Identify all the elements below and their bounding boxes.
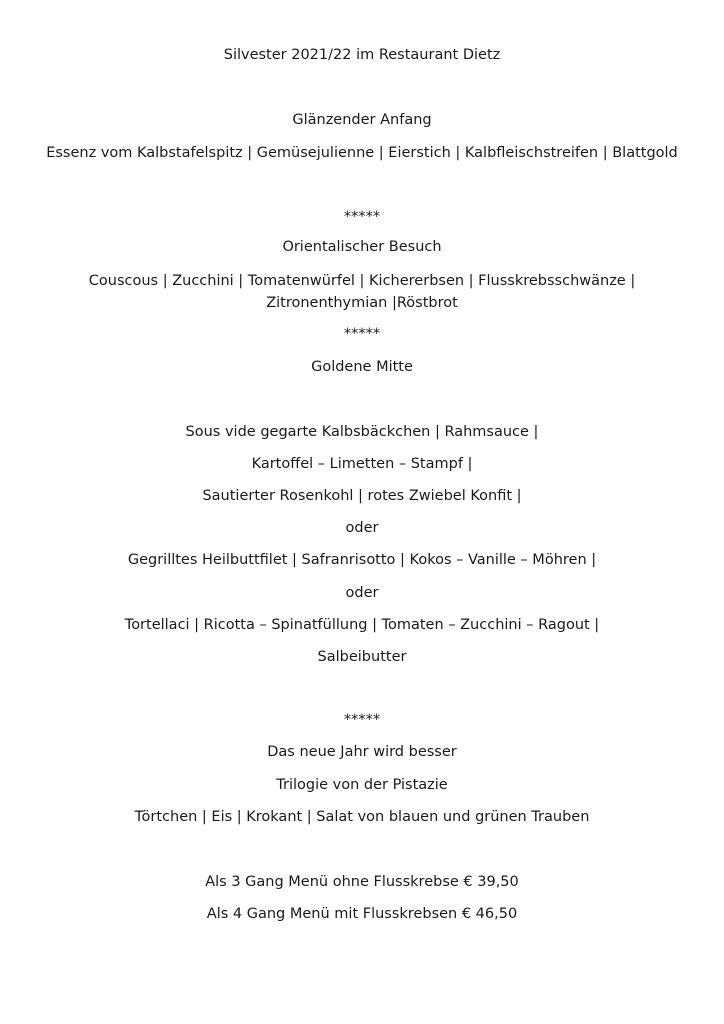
course3-option1-line2: Kartoffel – Limetten – Stampf |: [251, 456, 473, 472]
course3-option1-line3: Sautierter Rosenkohl | rotes Zwiebel Konfit |: [202, 488, 522, 504]
or-label: oder: [345, 585, 379, 601]
course3-heading: Goldene Mitte: [311, 359, 413, 375]
or-label: oder: [345, 520, 379, 536]
course2-dish-line1: Couscous | Zucchini | Tomatenwürfel | Kichererbsen | Flusskrebsschwänze |: [88, 273, 636, 289]
course3-option1-line1: Sous vide gegarte Kalbsbäckchen | Rahmsauce |: [185, 424, 539, 440]
course3-option2-line1: Gegrilltes Heilbuttfilet | Safranrisotto | Kokos – Vanille – Möhren |: [127, 552, 597, 568]
course4-dish: Törtchen | Eis | Krokant | Salat von blauen und grünen Trauben: [134, 809, 590, 825]
course2-dish-line2: Zitronenthymian |Röstbrot: [266, 295, 458, 311]
course4-subheading: Trilogie von der Pistazie: [276, 777, 448, 793]
menu-title: Silvester 2021/22 im Restaurant Dietz: [223, 47, 501, 63]
price-3-course: Als 3 Gang Menü ohne Flusskrebse € 39,50: [205, 874, 519, 890]
course3-option3-line1: Tortellaci | Ricotta – Spinatfüllung | Tomaten – Zucchini – Ragout |: [124, 617, 600, 633]
course3-option3-line2: Salbeibutter: [317, 649, 407, 665]
separator: *****: [343, 712, 381, 728]
course1-heading: Glänzender Anfang: [292, 112, 432, 128]
course4-heading: Das neue Jahr wird besser: [267, 744, 457, 760]
price-4-course: Als 4 Gang Menü mit Flusskrebsen € 46,50: [206, 906, 518, 922]
course1-dish: Essenz vom Kalbstafelspitz | Gemüsejulienne | Eierstich | Kalbfleischstreifen | Blattgold: [46, 145, 678, 161]
course2-heading: Orientalischer Besuch: [282, 239, 442, 255]
separator: *****: [343, 326, 381, 342]
separator: *****: [343, 209, 381, 225]
